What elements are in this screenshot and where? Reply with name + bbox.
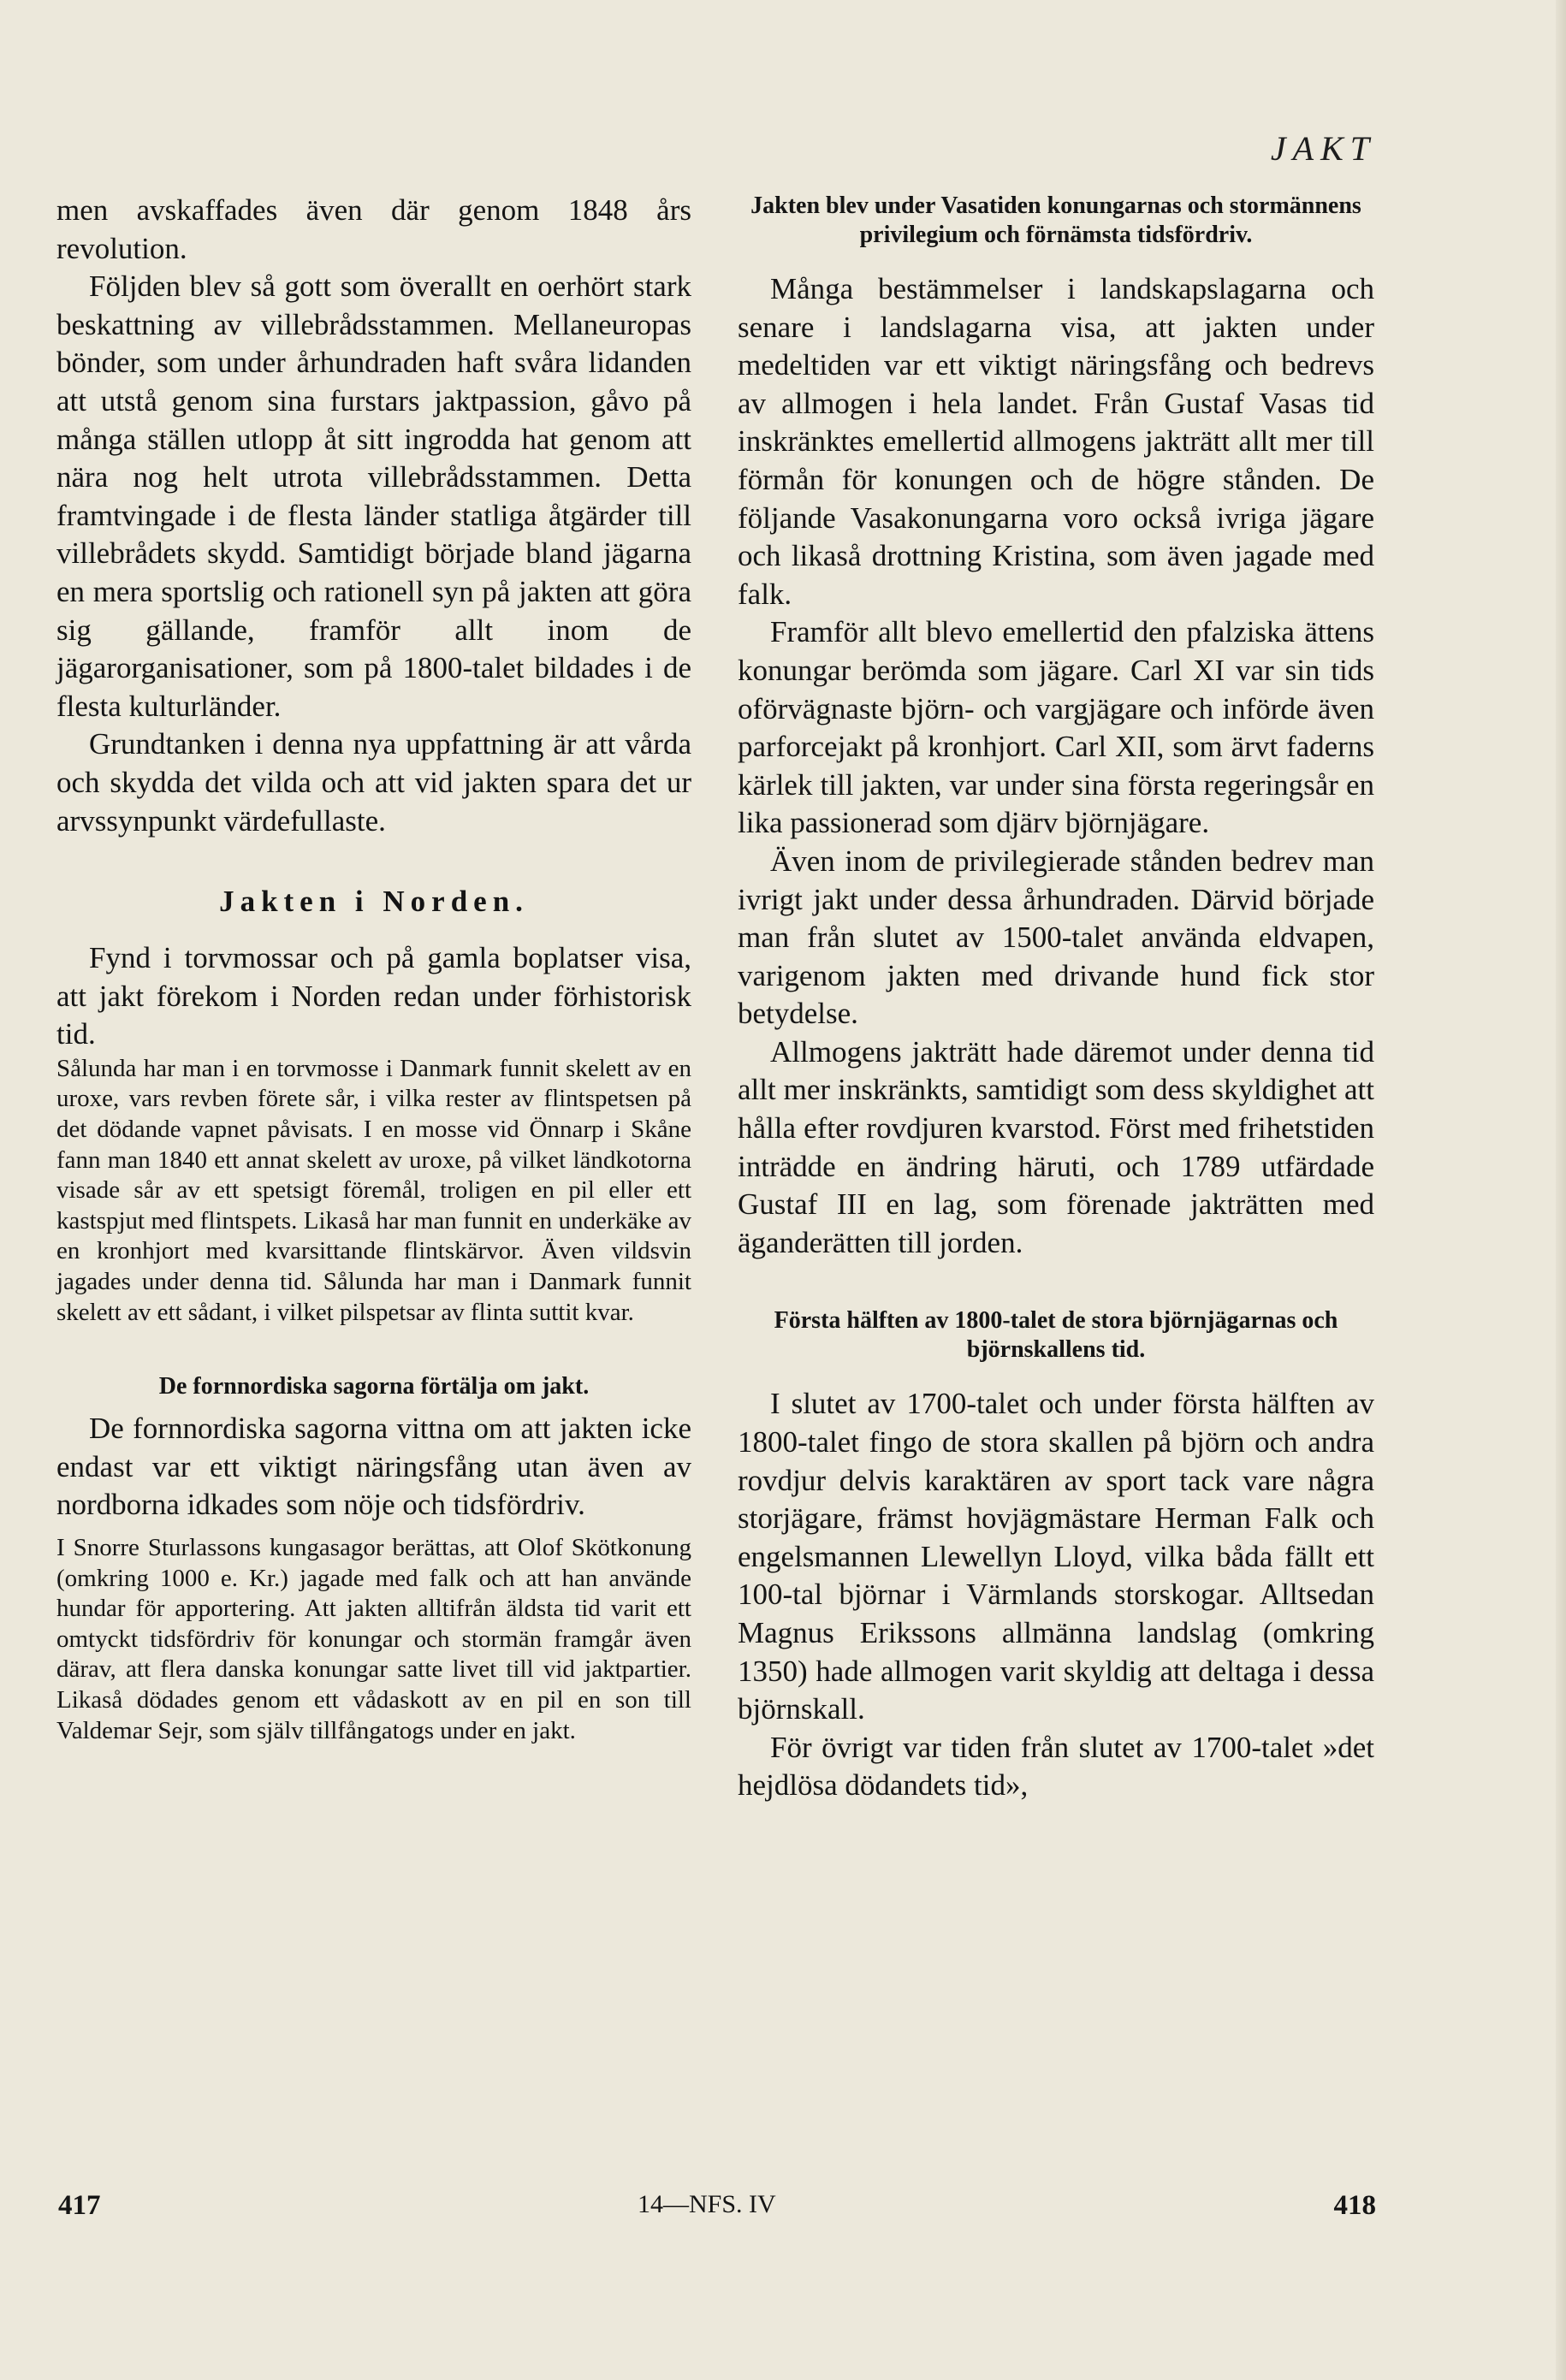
left-paragraph-4: Fynd i torvmossar och på gamla boplatser visa, att jakt förekom i Norden redan under förhistorisk tid.	[56, 941, 691, 1051]
left-paragraph-1: men avskaffades även där genom 1848 års revolution.	[56, 193, 691, 265]
section-heading-jakten-i-norden: Jakten i Norden.	[219, 885, 529, 919]
page-number-left: 417	[58, 2190, 101, 2221]
left-paragraph-5: De fornnordiska sagorna vittna om att jakten icke endast var ett viktigt näringsfång utan även av nordborna idkades som nöje och tidsfördriv.	[56, 1412, 691, 1522]
section-heading-fornnordiska-sagorna: De fornnordiska sagorna förtälja om jakt.	[158, 1373, 590, 1400]
printer-signature: 14—NFS. IV	[638, 2190, 776, 2218]
right-paragraph-4: Allmogens jakträtt hade däremot under denna tid allt mer inskränkts, samtidigt som dess skyldighet att hålla efter rovdjuren kvarstod. Först med frihetstiden inträdde en ändring häruti, och 1789 utfärdade Gustaf III en lag, som förenade jakträtten med äganderätten till jorden.	[738, 1034, 1374, 1259]
page-number-right: 418	[1333, 2190, 1376, 2221]
section-heading-bjornjagarna: Första hälften av 1800-talet de stora björnjägarnas och björnskallens tid.	[774, 1307, 1338, 1364]
left-paragraph-2: Följden blev så gott som överallt en oerhört stark beskattning av villebrådsstammen. Mellaneuropas bönder, som under århundraden haft svåra lidanden att utstå genom sina furstars jaktpassion, gåvo på många ställen utlopp åt sitt ingrodda hat genom att nära nog helt utrota villebrådsstammen. Detta framtvingade i de flesta länder statliga åtgärder till villebrådets skydd. Samtidigt började bland jägarna en mera sportslig och rationell syn på jakten att göra sig gällande, framför allt inom de jägarorganisationer, som på 1800-talet bildades i de flesta kulturländer.	[56, 269, 691, 723]
right-paragraph-3: Även inom de privilegierade stånden bedrev man ivrigt jakt under dessa århundraden. Därvid började man från slutet av 1500-talet använda eldvapen, varigenom jakten med drivande hund fick stor betydelse.	[738, 844, 1374, 1031]
left-small-text-1: Sålunda har man i en torvmosse i Danmark funnit skelett av en uroxe, vars revben förete sår, i vilka rester av flintspetsen på det dödande vapnet påvisats. I en mosse vid Önnarp i Skåne fann man 1840 ett annat skelett av uroxe, på vilket ländkotorna visade sår av ett spetsigt föremål, troligen en pil eller ett kastspjut med flintspets. Likaså har man funnit en underkäke av en kronhjort med kvarsittande flintskärvor. Även vildsvin jagades under denna tid. Sålunda har man i Danmark funnit skelett av ett sådant, i vilket pilspetsar av flinta suttit kvar.	[56, 1054, 691, 1326]
right-paragraph-2: Framför allt blevo emellertid den pfalziska ättens konungar berömda som jägare. Carl XI var sin tids oförvägnaste björn- och vargjägare och införde även parforcejakt på kronhjort. Carl XII, som ärvt faderns kärlek till jakten, var under sina första regeringsår en lika passionerad som djärv björnjägare.	[738, 615, 1374, 840]
left-paragraph-3: Grundtanken i denna nya uppfattning är att vårda och skydda det vilda och att vid jakten spara det ur arvssynpunkt värdefullaste.	[56, 727, 691, 838]
section-heading-vasatiden: Jakten blev under Vasatiden konungarnas och stormännens privilegium och förnämsta tidsfördriv.	[750, 192, 1361, 248]
page-edge	[1556, 0, 1566, 2380]
right-column	[738, 192, 1374, 1805]
right-paragraph-1: Många bestämmelser i landskapslagarna och senare i landslagarna visa, att jakten under medeltiden var ett viktigt näringsfång och bedrevs av allmogen i hela landet. Från Gustaf Vasas tid inskränktes emellertid allmogens jakträtt allt mer till förmån för konungen och de högre stånden. De följande Vasakonungarna voro också ivriga jägare och likaså drottning Kristina, som även jagade med falk.	[738, 272, 1374, 611]
right-paragraph-6: För övrigt var tiden från slutet av 1700-talet »det hejdlösa dödandets tid»,	[738, 1730, 1374, 1803]
left-column	[56, 192, 691, 1746]
left-small-text-2: I Snorre Sturlassons kungasagor berättas, att Olof Skötkonung (omkring 1000 e. Kr.) jagade med falk och att han använde hundar för apportering. Att jakten alltifrån äldsta tid varit ett omtyckt tidsfördriv för konungar och stormän framgår även därav, att flera danska konungar satte livet till vid jaktpartier. Likaså dödades genom ett vådaskott av en pil en son till Valdemar Sejr, som själv tillfångatogs under en jakt.	[56, 1534, 691, 1744]
right-paragraph-5: I slutet av 1700-talet och under första hälften av 1800-talet fingo de stora skallen på björn och andra rovdjur delvis karaktären av sport tack vare några storjägare, främst hovjägmästare Herman Falk och engelsmannen Llewellyn Lloyd, vilka båda fällt ett 100-tal björnar i Värmlands storskogar. Alltsedan Magnus Erikssons allmänna landslag (omkring 1350) hade allmogen varit skyldig att deltaga i dessa björnskall.	[738, 1387, 1374, 1726]
running-title: JAKT	[1270, 129, 1376, 168]
